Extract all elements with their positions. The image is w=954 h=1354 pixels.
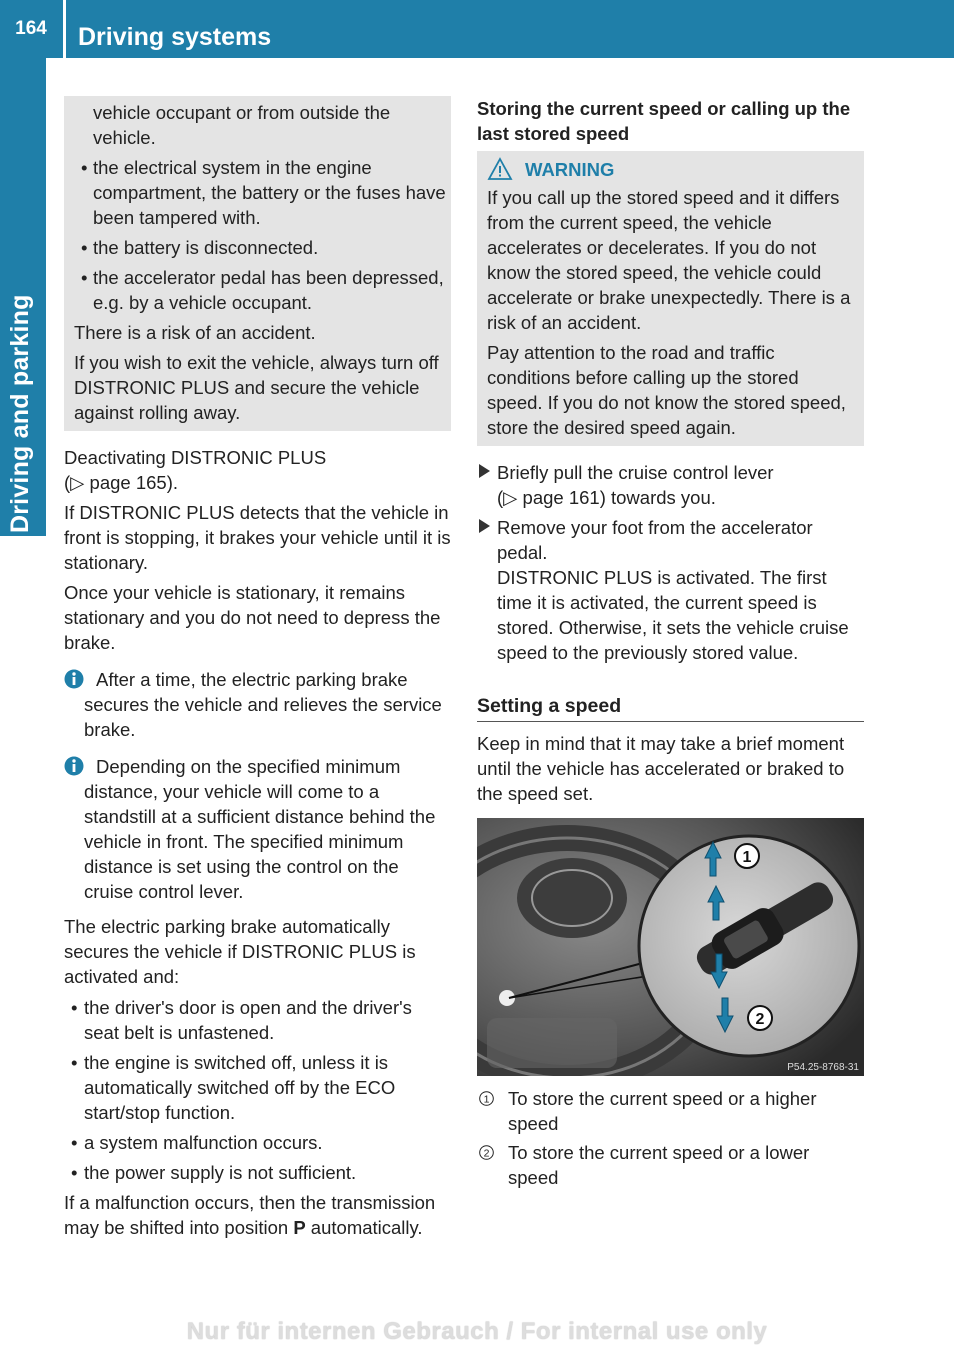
- section-title: Driving systems: [78, 23, 272, 51]
- paragraph: The electric parking brake automatically secures the vehicle if DISTRONIC PLUS is activated and:: [64, 916, 416, 987]
- step-arrow-icon: [479, 519, 490, 533]
- page-reference-link[interactable]: (▷ page 165).: [64, 472, 178, 493]
- svg-text:2: 2: [483, 1147, 490, 1160]
- warning-triangle-icon: [487, 157, 513, 181]
- header-divider: [63, 0, 66, 58]
- svg-text:1: 1: [483, 1093, 490, 1106]
- gear-position-p: P: [293, 1217, 306, 1238]
- step-text: Remove your foot from the accelerator pedal.: [497, 517, 813, 563]
- warning-lead-text: vehicle occupant or from outside the vehicle.: [93, 102, 391, 148]
- left-column: [64, 96, 451, 1240]
- warning-box-continued: [64, 96, 451, 431]
- list-item: • the power supply is not sufficient.: [64, 1160, 451, 1185]
- cruise-control-lever-image: [477, 818, 864, 1076]
- side-tab-label: Driving and parking: [6, 294, 34, 533]
- page-reference-link[interactable]: (▷ page 161) towards you.: [497, 487, 716, 508]
- paragraph: Keep in mind that it may take a brief moment until the vehicle has accelerated or braked to the speed set.: [477, 733, 845, 804]
- info-icon: [64, 669, 84, 689]
- subsection-heading: Setting a speed: [477, 693, 864, 722]
- exit-text: If you wish to exit the vehicle, always turn off DISTRONIC PLUS and secure the vehicle against rolling away.: [74, 352, 439, 423]
- warning-bullet: • the battery is disconnected.: [74, 235, 451, 260]
- paragraph-text: automatically.: [305, 1217, 423, 1238]
- warning-text: Pay attention to the road and traffic conditions before calling up the stored speed. If you do not know the stored speed, store the desired speed again.: [487, 342, 846, 438]
- warning-header: [487, 155, 854, 183]
- paragraph: Once your vehicle is stationary, it remains stationary and you do not need to depress the brake.: [64, 582, 441, 653]
- page-number: 164: [15, 18, 47, 39]
- paragraph-text: If a malfunction occurs, then the transmission may be shifted into position: [64, 1192, 436, 1238]
- malfunction-paragraph: [64, 1190, 451, 1240]
- info-text: Depending on the specified minimum distance, your vehicle will come to a standstill at a sufficient distance behind the vehicle in front. The specified minimum distance is set using the control on the cruise control lever.: [84, 756, 436, 902]
- instruction-step: [477, 460, 864, 510]
- warning-box: [477, 151, 864, 446]
- legend-text: To store the current speed or a lower speed: [508, 1142, 810, 1188]
- warning-bullet: • the accelerator pedal has been depressed, e.g. by a vehicle occupant.: [74, 265, 451, 315]
- warning-bullet: • the electrical system in the engine compartment, the battery or the fuses have been tampered with.: [74, 155, 451, 230]
- legend-text: To store the current speed or a higher speed: [508, 1088, 817, 1134]
- lever-illustration: [477, 818, 864, 1076]
- step-arrow-icon: [479, 464, 490, 478]
- info-text: After a time, the electric parking brake secures the vehicle and relieves the service brake.: [84, 669, 442, 740]
- info-note: [64, 667, 451, 742]
- paragraph: If DISTRONIC PLUS detects that the vehicle in front is stopping, it brakes your vehicle until it is stationary.: [64, 502, 451, 573]
- list-item: • the driver's door is open and the driver's seat belt is unfastened.: [64, 995, 451, 1045]
- legend-item: [477, 1140, 864, 1190]
- step-result: DISTRONIC PLUS is activated. The first time it is activated, the current speed is stored. Otherwise, it sets the vehicle cruise speed to the previously stored value.: [497, 567, 849, 663]
- watermark-footer: Nur für internen Gebrauch / For internal use only: [186, 1318, 768, 1345]
- list-item: • a system malfunction occurs.: [64, 1130, 451, 1155]
- legend-item: [477, 1086, 864, 1136]
- figure-code: P54.25-8768-31: [787, 1062, 859, 1073]
- warning-label: WARNING: [525, 158, 615, 180]
- page-header: [0, 0, 954, 58]
- callout-number-icon: [479, 1091, 494, 1106]
- callout-1: 1: [742, 849, 752, 866]
- info-note: [64, 754, 451, 904]
- instruction-step: [477, 515, 864, 665]
- risk-text: There is a risk of an accident.: [74, 322, 316, 343]
- callout-2: 2: [755, 1011, 765, 1028]
- side-tab: [0, 58, 46, 536]
- step-text: Briefly pull the cruise control lever: [497, 462, 774, 483]
- info-icon: [64, 756, 84, 776]
- deactivating-text: Deactivating DISTRONIC PLUS: [64, 447, 327, 468]
- list-item: • the engine is switched off, unless it is automatically switched off by the ECO start/stop function.: [64, 1050, 451, 1125]
- right-column: [477, 96, 864, 1190]
- warning-text: If you call up the stored speed and it differs from the current speed, the vehicle accelerates or decelerates. If you do not know the stored speed, the vehicle could accelerate or brake unexpectedly. There is a risk of an accident.: [487, 187, 851, 333]
- callout-number-icon: [479, 1145, 494, 1160]
- section-heading: Storing the current speed or calling up the last stored speed: [477, 98, 851, 144]
